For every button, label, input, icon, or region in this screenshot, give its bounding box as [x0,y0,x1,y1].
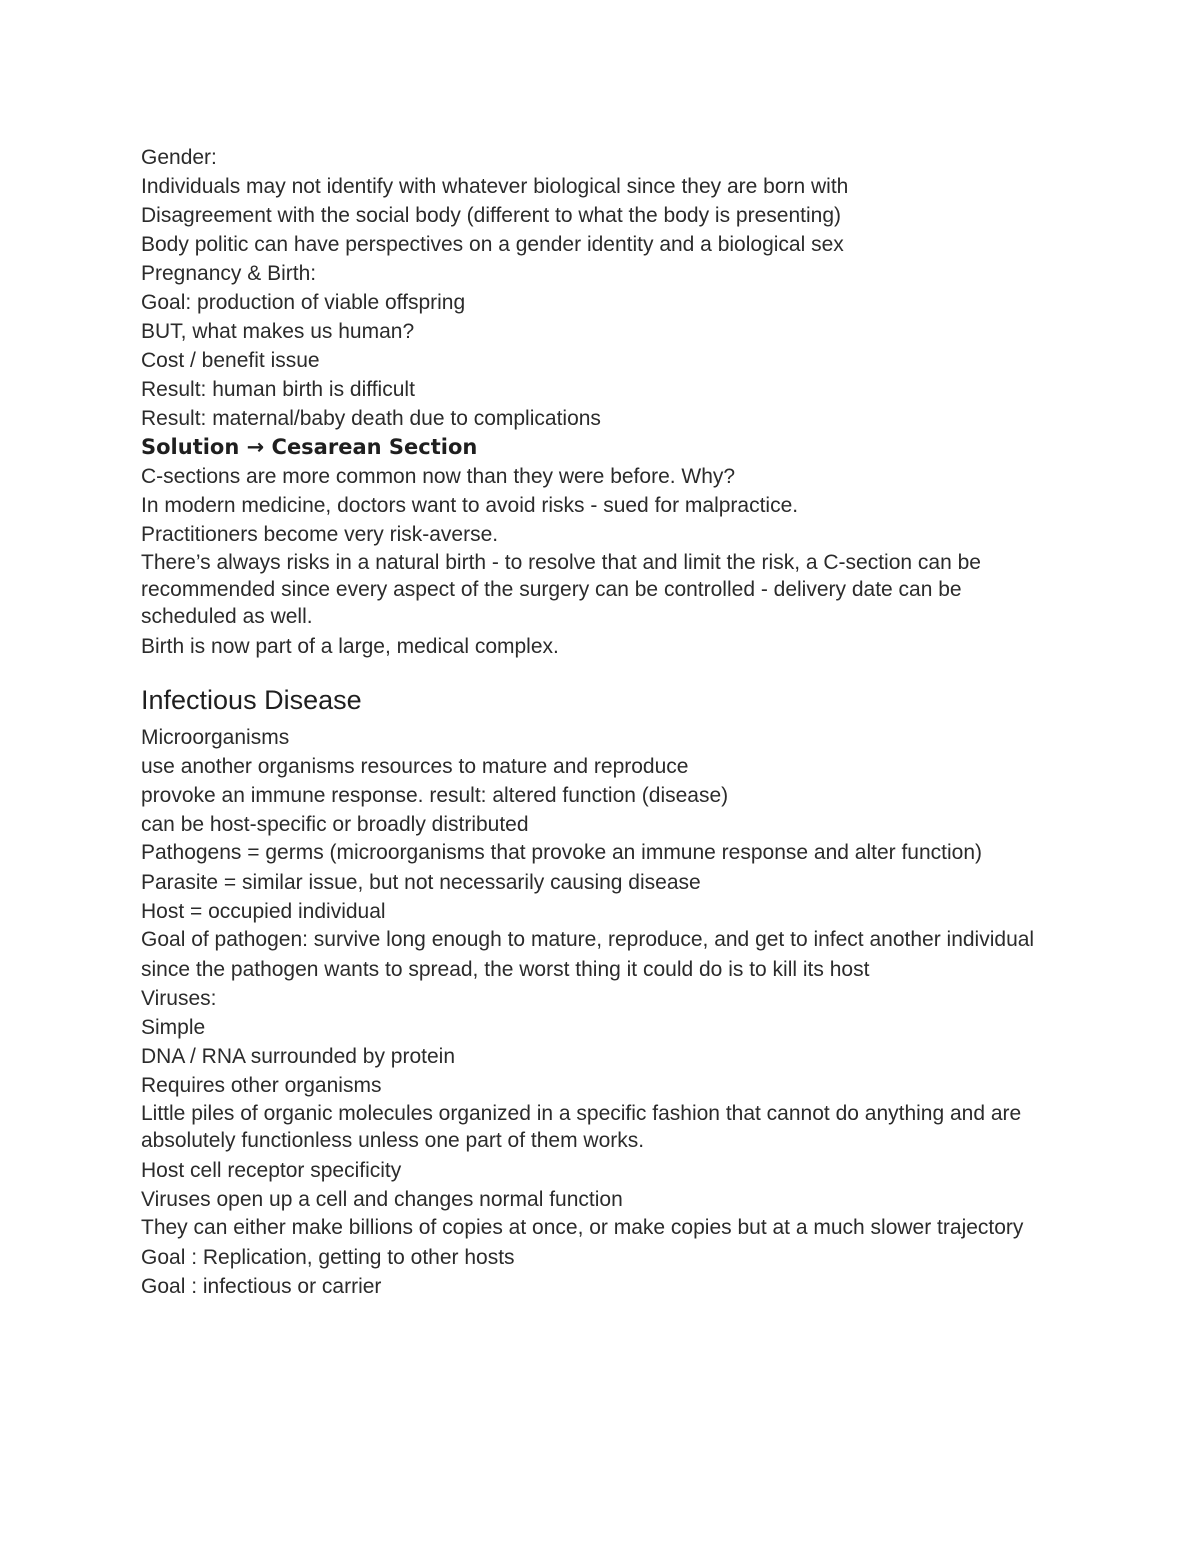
infectious-line: can be host-specific or broadly distributed [141,813,529,836]
infectious-line: Parasite = similar issue, but not necessarily causing disease [141,871,701,894]
infectious-line: Goal : infectious or carrier [141,1275,382,1298]
solution-heading: Solution → Cesarean Section [141,435,478,459]
infectious-line: Host cell receptor specificity [141,1159,402,1182]
gender-line: Body politic can have perspectives on a gender identity and a biological sex [141,233,844,256]
infectious-line: Goal of pathogen: survive long enough to mature, reproduce, and get to infect another individual [141,928,1035,951]
document-page [141,143,1061,1301]
infectious-disease-heading: Infectious Disease [141,685,362,715]
infectious-line: They can either make billions of copies at once, or make copies but at a much slower trajectory [141,1216,1024,1239]
infectious-line: Viruses: [141,987,217,1010]
gender-line: Individuals may not identify with whatever biological since they are born with [141,175,849,198]
infectious-line: since the pathogen wants to spread, the worst thing it could do is to kill its host [141,958,870,981]
csection-line: There’s always risks in a natural birth - to resolve that and limit the risk, a C-section can be recommended since every aspect of the surgery can be controlled - delivery date can be scheduled as well. [141,551,981,628]
csection-line: Birth is now part of a large, medical complex. [141,635,559,658]
pregnancy-line: Result: human birth is difficult [141,378,415,401]
infectious-line: Goal : Replication, getting to other hosts [141,1246,515,1269]
pregnancy-line: Cost / benefit issue [141,349,320,372]
infectious-line: Simple [141,1016,206,1039]
csection-line: Practitioners become very risk-averse. [141,523,499,546]
infectious-line: Little piles of organic molecules organized in a specific fashion that cannot do anything and are absolutely functionless unless one part of them works. [141,1102,1022,1152]
infectious-line: Host = occupied individual [141,900,386,923]
infectious-line: use another organisms resources to mature and reproduce [141,755,689,778]
pregnancy-line: Result: maternal/baby death due to complications [141,407,601,430]
infectious-line: Requires other organisms [141,1074,382,1097]
gender-line: Disagreement with the social body (different to what the body is presenting) [141,204,841,227]
pregnancy-line: BUT, what makes us human? [141,320,415,343]
infectious-line: Pathogens = germs (microorganisms that provoke an immune response and alter function) [141,841,983,864]
infectious-line: Microorganisms [141,726,290,749]
csection-line: C-sections are more common now than they were before. Why? [141,465,736,488]
csection-line: In modern medicine, doctors want to avoid risks - sued for malpractice. [141,494,799,517]
gender-title: Gender: [141,146,217,169]
pregnancy-line: Goal: production of viable offspring [141,291,466,314]
infectious-line: DNA / RNA surrounded by protein [141,1045,455,1068]
infectious-line: provoke an immune response. result: altered function (disease) [141,784,729,807]
pregnancy-title: Pregnancy & Birth: [141,262,317,285]
infectious-line: Viruses open up a cell and changes normal function [141,1188,623,1211]
